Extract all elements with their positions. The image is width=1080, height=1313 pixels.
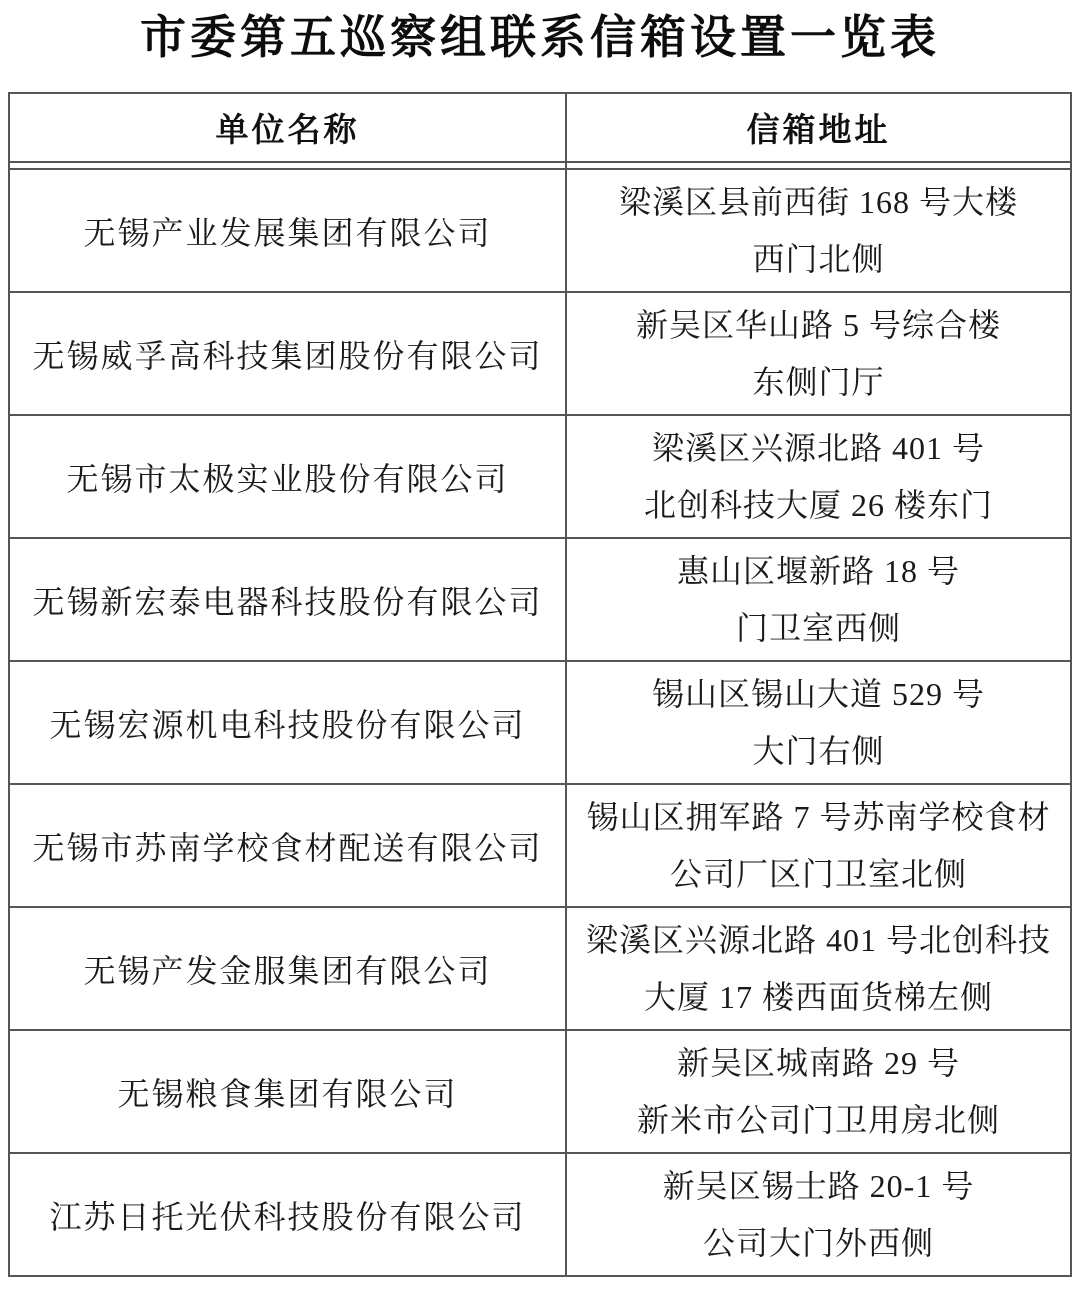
address-line-1: 锡山区锡山大道 529 号	[651, 675, 985, 712]
address-line-1: 梁溪区县前西街 168 号大楼	[618, 183, 1018, 220]
address-line-2: 公司大门外西侧	[702, 1224, 934, 1261]
mailbox-table	[8, 92, 1072, 1277]
table-row	[9, 907, 1071, 1030]
table-row	[9, 1153, 1071, 1276]
unit-name-cell: 无锡市苏南学校食材配送有限公司	[9, 784, 566, 907]
table-row	[9, 538, 1071, 661]
address-line-1: 惠山区堰新路 18 号	[676, 552, 960, 589]
header-gap-cell	[9, 162, 566, 169]
unit-name-cell: 无锡粮食集团有限公司	[9, 1030, 566, 1153]
address-line-2: 新米市公司门卫用房北侧	[636, 1101, 1000, 1138]
document-page	[0, 8, 1080, 1313]
address-line-2: 东侧门厅	[752, 363, 885, 400]
table-row	[9, 169, 1071, 292]
mailbox-address-cell	[566, 1153, 1071, 1276]
address-line-2: 门卫室西侧	[735, 609, 901, 646]
address-line-2: 北创科技大厦 26 楼东门	[643, 486, 993, 523]
mailbox-address-cell	[566, 415, 1071, 538]
header-row	[9, 93, 1071, 162]
mailbox-address-cell	[566, 661, 1071, 784]
unit-name-cell: 无锡市太极实业股份有限公司	[9, 415, 566, 538]
unit-name-cell: 无锡产业发展集团有限公司	[9, 169, 566, 292]
table-row	[9, 1030, 1071, 1153]
table-row	[9, 784, 1071, 907]
mailbox-address-cell	[566, 784, 1071, 907]
table-row	[9, 415, 1071, 538]
unit-name-cell: 无锡产发金服集团有限公司	[9, 907, 566, 1030]
mailbox-address-cell	[566, 1030, 1071, 1153]
header-mailbox-address: 信箱地址	[566, 93, 1071, 162]
mailbox-address-cell	[566, 169, 1071, 292]
header-gap-cell	[566, 162, 1071, 169]
address-line-2: 公司厂区门卫室北侧	[669, 855, 967, 892]
address-line-1: 新吴区锡士路 20-1 号	[662, 1167, 975, 1204]
mailbox-address-cell	[566, 292, 1071, 415]
unit-name-cell: 江苏日托光伏科技股份有限公司	[9, 1153, 566, 1276]
address-line-1: 梁溪区兴源北路 401 号北创科技	[585, 921, 1051, 958]
header-divider-gap	[9, 162, 1071, 169]
unit-name-cell: 无锡威孚高科技集团股份有限公司	[9, 292, 566, 415]
mailbox-address-cell	[566, 538, 1071, 661]
page-title: 市委第五巡察组联系信箱设置一览表	[140, 11, 940, 63]
address-line-2: 大厦 17 楼西面货梯左侧	[643, 978, 993, 1015]
mailbox-address-cell	[566, 907, 1071, 1030]
address-line-1: 新吴区城南路 29 号	[676, 1044, 960, 1081]
unit-name-cell: 无锡新宏泰电器科技股份有限公司	[9, 538, 566, 661]
address-line-2: 西门北侧	[752, 240, 885, 277]
address-line-1: 梁溪区兴源北路 401 号	[651, 429, 985, 466]
table-body	[9, 169, 1071, 1276]
table-row	[9, 661, 1071, 784]
address-line-1: 锡山区拥军路 7 号苏南学校食材	[586, 798, 1051, 835]
address-line-2: 大门右侧	[752, 732, 885, 769]
table-header	[9, 93, 1071, 169]
address-line-1: 新吴区华山路 5 号综合楼	[635, 306, 1001, 343]
table-row	[9, 292, 1071, 415]
unit-name-cell: 无锡宏源机电科技股份有限公司	[9, 661, 566, 784]
header-unit-name: 单位名称	[9, 93, 566, 162]
